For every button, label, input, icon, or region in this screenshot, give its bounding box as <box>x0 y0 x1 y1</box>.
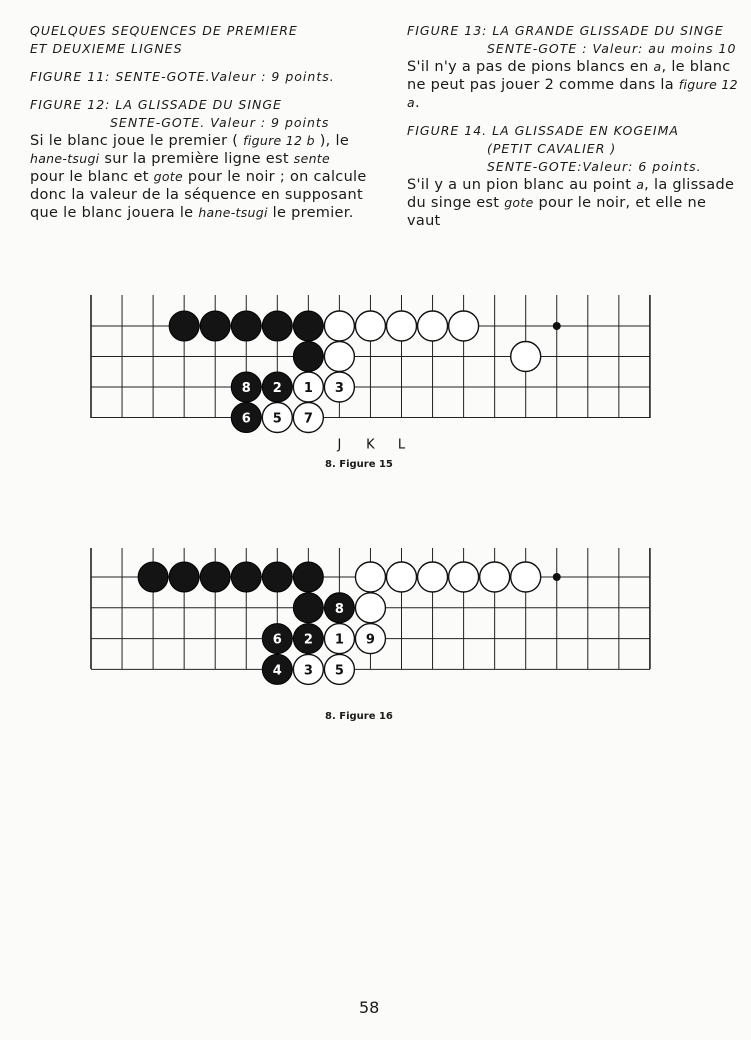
figure-12-subtitle: SENTE-GOTE. Valeur : 9 points <box>110 115 330 130</box>
move-number: 8 <box>334 601 344 617</box>
move-number: 4 <box>272 663 282 679</box>
figure-13-title: FIGURE 13: LA GRANDE GLISSADE DU SINGE <box>407 23 724 38</box>
move-number: 6 <box>272 632 282 648</box>
black-stone <box>324 593 354 623</box>
coordinate-letter: K <box>366 437 375 453</box>
figure-15-caption: 8. Figure 15 <box>325 459 393 470</box>
figure-14-value: SENTE-GOTE:Valeur: 6 points. <box>487 159 702 174</box>
black-stone <box>262 562 292 592</box>
black-stone <box>169 562 199 592</box>
black-stone <box>138 562 168 592</box>
coordinate-letter: J <box>337 437 342 453</box>
white-stone <box>511 562 541 592</box>
white-stone <box>324 654 354 684</box>
figure-13-subtitle: SENTE-GOTE : Valeur: au moins 10 <box>487 41 737 56</box>
white-stone <box>449 562 479 592</box>
move-number: 6 <box>241 411 251 427</box>
figure-16-caption: 8. Figure 16 <box>325 711 393 722</box>
figure-11-caption: FIGURE 11: SENTE-GOTE.Valeur : 9 points. <box>30 69 335 84</box>
black-stone <box>293 593 323 623</box>
move-number: 1 <box>334 632 344 648</box>
star-point <box>553 573 561 581</box>
move-number: 7 <box>303 411 313 427</box>
move-number: 1 <box>303 381 313 396</box>
white-stone <box>355 562 385 592</box>
move-number: 2 <box>303 632 313 648</box>
section-heading-line2: ET DEUXIEME LIGNES <box>30 41 183 56</box>
black-stone <box>293 624 323 654</box>
figure-14-title: FIGURE 14. LA GLISSADE EN KOGEIMA <box>407 123 679 138</box>
black-stone <box>262 654 292 684</box>
page-number: 58 <box>359 998 380 1017</box>
white-stone <box>355 624 385 654</box>
white-stone <box>387 562 417 592</box>
black-stone <box>231 562 261 592</box>
black-stone <box>200 562 230 592</box>
move-number: 9 <box>365 632 375 648</box>
move-number: 5 <box>334 663 344 679</box>
move-number: 8 <box>241 381 251 396</box>
figure-12-title: FIGURE 12: LA GLISSADE DU SINGE <box>30 97 282 112</box>
section-heading: QUELQUES SEQUENCES DE PREMIERE <box>30 23 298 38</box>
white-stone <box>418 562 448 592</box>
move-number: 2 <box>272 381 282 396</box>
white-stone <box>355 593 385 623</box>
move-number: 3 <box>334 381 344 396</box>
white-stone <box>293 654 323 684</box>
coordinate-letter: L <box>397 437 406 453</box>
figure-14-subtitle: (PETIT CAVALIER ) <box>487 141 617 156</box>
white-stone <box>324 624 354 654</box>
figure-14-paragraph: S'il y a un pion blanc au point a, la glissade du singe est gote pour le noir, et elle ne vaut <box>407 177 735 229</box>
move-number: 3 <box>303 663 313 679</box>
figure-12-paragraph: Si le blanc joue le premier ( figure 12 b ), le hane-tsugi sur la première ligne est sente pour le blanc et gote pour le noir ; on calcule donc la valeur de la séquence en supposant que le blanc jouera le hane-tsugi le premier. <box>30 133 367 221</box>
black-stone <box>293 562 323 592</box>
black-stone <box>262 624 292 654</box>
move-number: 5 <box>272 411 282 427</box>
white-stone <box>480 562 510 592</box>
figure-13-paragraph: S'il n'y a pas de pions blancs en a, le blanc ne peut pas jouer 2 comme dans la figure 12 a. <box>407 59 738 111</box>
